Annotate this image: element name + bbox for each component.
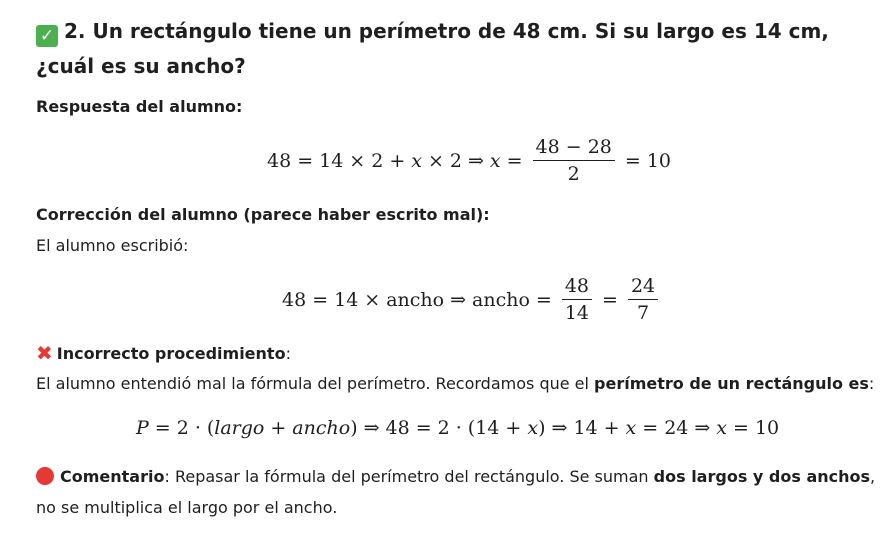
comment-text: : Repasar la fórmula del perímetro del rectángulo. Se suman xyxy=(164,467,654,486)
math-paren: ( xyxy=(206,417,215,439)
correction-label: Corrección del alumno (parece haber escrito mal): xyxy=(36,205,490,224)
math-term: 10 xyxy=(754,417,780,439)
math-operator: ⇒ xyxy=(694,417,711,439)
math-operator: + xyxy=(270,417,287,439)
correction-equation xyxy=(282,275,662,324)
math-fraction xyxy=(628,275,658,324)
math-term: 2 xyxy=(371,149,384,172)
math-term: ancho xyxy=(472,288,530,311)
math-operator: = xyxy=(733,417,749,439)
math-paren: ) xyxy=(350,417,358,439)
math-term: 2 xyxy=(176,417,189,439)
red-circle-icon xyxy=(36,467,54,485)
math-variable: ancho xyxy=(292,417,351,439)
incorrect-heading xyxy=(36,338,291,369)
math-fraction xyxy=(533,136,615,185)
perimeter-equation xyxy=(136,417,779,439)
math-operator: = xyxy=(154,417,171,439)
fraction-numerator: 24 xyxy=(628,275,658,300)
comment-text-end: , no se multiplica el largo por el ancho. xyxy=(36,467,876,517)
math-operator: × xyxy=(427,149,444,172)
fraction-denominator: 2 xyxy=(567,163,580,185)
math-term: 48 xyxy=(385,417,410,439)
math-operator: · xyxy=(455,417,462,439)
math-operator: = xyxy=(624,149,641,172)
cross-mark-icon: ✖ xyxy=(36,341,53,365)
math-term: 2 xyxy=(437,417,450,439)
math-operator: × xyxy=(364,288,381,311)
problem-title: 2. Un rectángulo tiene un perímetro de 48 cm. Si su largo es 14 cm, ¿cuál es su ancho? xyxy=(36,19,829,78)
comment-label: Comentario xyxy=(60,467,165,486)
fraction-denominator: 7 xyxy=(637,302,650,324)
math-term: 10 xyxy=(646,149,671,172)
fraction-denominator: 14 xyxy=(564,302,590,324)
math-term: 14 xyxy=(319,149,344,172)
comment-paragraph xyxy=(36,461,876,523)
student-answer-equation xyxy=(267,136,671,185)
math-operator: = xyxy=(506,149,523,172)
fraction-numerator: 48 − 28 xyxy=(533,136,615,161)
problem-heading xyxy=(36,14,876,84)
math-operator: ⇒ xyxy=(551,417,568,439)
incorrect-colon: : xyxy=(285,344,291,363)
math-term: 24 xyxy=(664,417,689,439)
math-operator: = xyxy=(535,288,552,311)
math-operator: = xyxy=(297,149,314,172)
math-operator: · xyxy=(194,417,201,439)
math-operator: ⇒ xyxy=(363,417,380,439)
explanation-text-end: : xyxy=(868,374,875,393)
math-operator: = xyxy=(312,288,329,311)
math-variable: largo xyxy=(214,417,265,439)
math-operator: + xyxy=(389,149,406,172)
math-operator: ⇒ xyxy=(467,149,484,172)
math-variable: x xyxy=(527,417,539,439)
comment-bold: dos largos y dos anchos xyxy=(653,467,871,486)
math-operator: = xyxy=(602,288,618,311)
correction-intro: El alumno escribió: xyxy=(36,236,189,255)
math-variable: x xyxy=(489,149,501,172)
math-operator: = xyxy=(415,417,432,439)
incorrect-label: Incorrecto procedimiento xyxy=(56,344,286,363)
math-variable: x xyxy=(716,417,728,439)
math-variable: P xyxy=(136,417,149,439)
math-term: ancho xyxy=(386,288,445,311)
math-fraction xyxy=(562,275,592,324)
explanation-text: El alumno entendió mal la fórmula del perímetro. Recordamos que el xyxy=(36,374,595,393)
math-operator: + xyxy=(603,417,620,439)
math-term: (14 + xyxy=(467,417,528,439)
math-paren: ) xyxy=(538,417,546,439)
math-operator: = xyxy=(642,417,659,439)
check-mark-icon: ✓ xyxy=(36,25,58,47)
incorrect-explanation xyxy=(36,368,874,399)
math-variable: x xyxy=(411,149,422,172)
math-operator: × xyxy=(349,149,366,172)
math-term: 2 xyxy=(449,149,462,172)
math-term: 48 xyxy=(267,149,292,172)
fraction-numerator: 48 xyxy=(562,275,592,300)
math-term: 14 xyxy=(573,417,598,439)
explanation-bold: perímetro de un rectángulo es xyxy=(594,374,869,393)
math-term: 48 xyxy=(282,288,307,311)
math-term: 14 xyxy=(334,288,359,311)
math-operator: ⇒ xyxy=(450,288,467,311)
student-answer-label: Respuesta del alumno: xyxy=(36,97,243,116)
math-variable: x xyxy=(625,417,637,439)
